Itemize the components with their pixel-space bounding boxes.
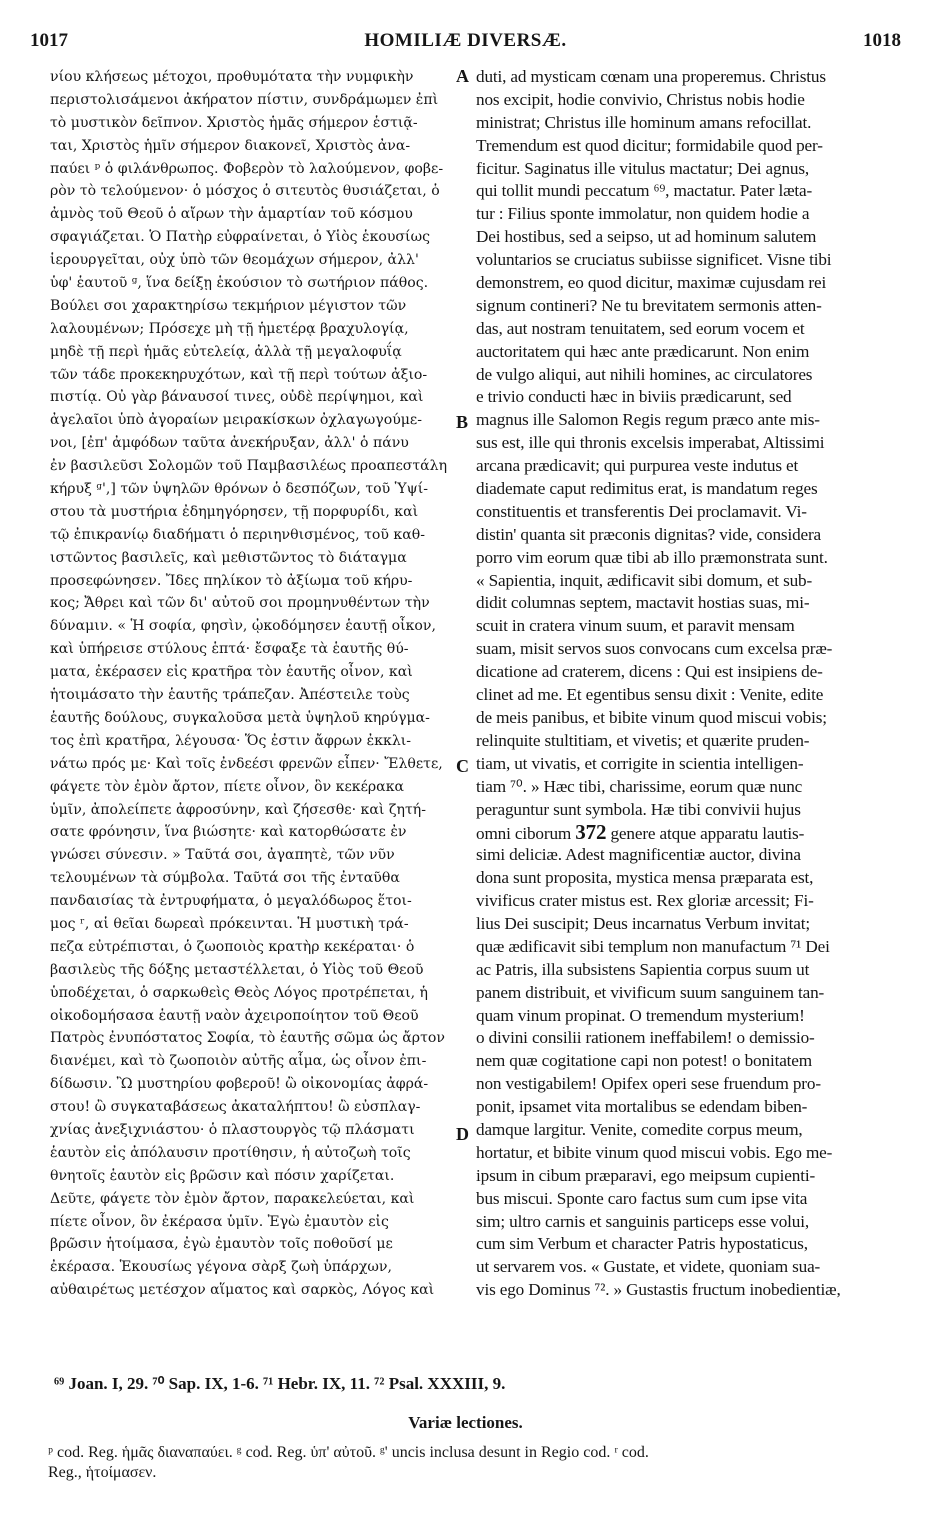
greek-line: νίου κλήσεως μέτοχοι, προθυμότατα τὴν νυμφικὴν <box>50 69 414 85</box>
greek-line: κος; Ἄθρει καὶ τῶν δι' αὐτοῦ σοι προμηνυθέντων τὴν <box>50 595 430 612</box>
latin-line: hortatur, et bibite vinum quod miscui vobis. Ego me- <box>476 1142 833 1162</box>
latin-line: arcana prædicavit; qui purpurea veste indutus et <box>476 456 799 476</box>
greek-line: τος ἐπὶ κρατῆρα, λέγουσα· Ὅς ἐστιν ἄφρων ἐκκλι- <box>50 732 412 749</box>
greek-line: πανδαισίας τὰ ἐντρυφήματα, ὁ μεγαλόδωρος ἕτοι- <box>50 893 412 910</box>
latin-line: ficitur. Saginatus ille vitulus mactatur; Dei agnus, <box>476 158 810 178</box>
latin-line: tiam ⁷⁰. » Hæc tibi, charissime, eorum quæ nunc <box>476 776 803 796</box>
greek-line: μος ʳ, αἱ θεῖαι δωρεαὶ πρόκεινται. Ἡ μυστικὴ τρά- <box>50 915 409 932</box>
latin-line: Dei hostibus, sed a seipso, ut ad hominum salutem <box>476 227 817 247</box>
greek-line: ρὸν τὸ τελούμενον· ὁ μόσχος ὁ σιτευτὸς θυσιάζεται, ὁ <box>50 183 440 200</box>
latin-line: didit columnas septem, mactavit hostias suas, mi- <box>476 593 810 613</box>
greek-line: ἱερουργεῖται, οὐχ ὑπὸ τῶν θεομάχων σήμερον, ἀλλ' <box>50 252 419 269</box>
greek-column <box>50 66 469 1302</box>
greek-line: χνίας ἀνεξιχνιάστου· ὁ πλαστουργὸς τῷ πλάσματι <box>50 1121 415 1138</box>
greek-line: ἐκέρασα. Ἑκουσίως γέγονα σὰρξ ζωὴ ὑπάρχων, <box>50 1259 392 1276</box>
latin-line: nem quæ cogitatione capi non potest! o bonitatem <box>476 1051 812 1071</box>
latin-line: simi deliciæ. Adest magnificentiæ auctor, divina <box>476 845 801 865</box>
greek-line: ἑαυτὸν εἰς ἀπόλαυσιν προτίθησιν, ἡ αὐτοζωὴ τοῖς <box>50 1144 411 1161</box>
latin-line: demonstrem, eo quod dicitur, maximæ cujusdam rei <box>476 273 827 293</box>
greek-line: ματα, ἐκέρασεν εἰς κρατῆρα τὸν ἑαυτῆς οἶνον, καὶ <box>50 664 413 681</box>
greek-line: ὑποδέχεται, ὁ σαρκωθεὶς Θεὸς Λόγος προτρέπεται, ἡ <box>50 984 429 1001</box>
latin-line: quam vinum propinat. O tremendum mysterium! <box>476 1005 805 1025</box>
latin-line: magnus ille Salomon Regis regum præco ante mis- <box>476 410 820 430</box>
latin-line: non vestigabilem! Opifex operi sese fruendum pro- <box>476 1074 821 1094</box>
greek-line: καὶ ὑπήρεισε στύλους ἑπτά· ἔσφαξε τὰ ἑαυτῆς θύ- <box>50 641 409 658</box>
latin-line: das, aut nostram tenuitatem, sed eorum vocem et <box>476 318 805 338</box>
latin-line: distin' quanta sit præconis dignitas? vide, considera <box>476 524 822 544</box>
greek-line: ὑφ' ἑαυτοῦ ᵍ, ἵνα δείξῃ ἑκούσιον τὸ σωτήριον πάθος. <box>50 275 429 292</box>
latin-line: o divini consilii rationem ineffabilem! o demissio- <box>476 1028 815 1048</box>
latin-line-text: omni ciborum <box>476 824 572 844</box>
page-number-right: 1018 <box>863 30 901 51</box>
greek-line: θνητοῖς ἑαυτὸν εἰς βρῶσιν καὶ πόσιν χαρίζεται. <box>50 1167 395 1184</box>
latin-line: sim; ultro carnis et sanguinis particeps esse volui, <box>476 1211 810 1231</box>
greek-line: γνώσει σύνεσιν. » Ταῦτά σοι, ἀγαπητὲ, τῶν νῦν <box>50 847 395 864</box>
greek-line: ἑαυτῆς δούλους, συγκαλοῦσα μετὰ ὑψηλοῦ κηρύγμα- <box>50 709 430 726</box>
latin-line: signum contineri? Ne tu brevitatem sermonis atten- <box>476 295 822 315</box>
greek-line: προσεφώνησεν. Ἴδες πηλίκον τὸ ἀξίωμα τοῦ κήρυ- <box>50 572 413 589</box>
latin-line: damque largitur. Venite, comedite corpus meum, <box>476 1119 803 1139</box>
latin-line: peraguntur sunt symbola. Hæ tibi convivii hujus <box>476 799 801 819</box>
greek-line: ιστῶντος βασιλεῖς, καὶ μεθιστῶντος τὸ διάταγμα <box>50 549 407 566</box>
greek-line: λαλουμένων; Πρόσεχε μὴ τῇ ἡμετέρᾳ βραχυλογίᾳ, <box>50 320 409 337</box>
latin-line: cum sim Verbum et character Patris hypostaticus, <box>476 1234 808 1254</box>
greek-line: αὐθαιρέτως μετέσχον αἵματος καὶ σαρκὸς, Λόγος καὶ <box>50 1282 435 1299</box>
greek-line: ἀμνὸς τοῦ Θεοῦ ὁ αἴρων τὴν ἁμαρτίαν τοῦ κόσμου <box>50 206 413 223</box>
latin-line: bus miscui. Sponte caro factus sum cum ipse vita <box>476 1188 808 1208</box>
latin-line: ut servarem vos. « Gustate, et videte, quoniam sua- <box>476 1257 821 1277</box>
latin-line: scuit in cratera vinum suum, et paravit mensam <box>476 616 795 636</box>
greek-line: νάτω πρός με· Καὶ τοῖς ἐνδεέσι φρενῶν εἶπεν· Ἔλθετε, <box>50 755 443 772</box>
greek-line: ται, Χριστὸς ἡμῖν σήμερον διακονεῖ, Χριστὸς ἀνα- <box>50 137 411 154</box>
latin-line: ministrat; Christus ille hominum amans refocillat. <box>476 112 812 132</box>
greek-line: ἡτοιμάσατο τὴν ἑαυτῆς τράπεζαν. Ἀπέστειλε τοὺς <box>50 687 410 704</box>
page-header <box>30 30 901 60</box>
greek-line: φάγετε τὸν ἐμὸν ἄρτον, πίετε οἶνον, ὃν κεκέρακα <box>50 778 405 795</box>
variae-lectiones-title: Variæ lectiones. <box>408 1413 523 1432</box>
greek-line: πεζα εὐτρέπισται, ὁ ζωοποιὸς κρατὴρ κεκέραται· ὁ <box>50 938 415 955</box>
latin-line: de vulgo aliqui, aut nihili homines, ac circulatores <box>476 364 813 384</box>
latin-line: diademate caput redimitus erat, is mandatum reges <box>476 479 818 499</box>
greek-line: σφαγιάζεται. Ὁ Πατὴρ εὐφραίνεται, ὁ Υἱὸς ἑκουσίως <box>50 229 430 246</box>
latin-line: tiam, ut vivatis, et corrigite in scientia intelligen- <box>476 753 804 773</box>
greek-line: βασιλεὺς τῆς δόξης μεταστέλλεται, ὁ Υἱὸς τοῦ Θεοῦ <box>50 961 424 978</box>
greek-line: ἀγελαῖοι ὑπὸ ἀγοραίων μειρακίσκων ὀχλαγωγούμε- <box>50 412 422 429</box>
greek-line: διανέμει, καὶ τὸ ζωοποιὸν αὐτῆς αἷμα, ὡς οἶνον ἐπι- <box>50 1053 427 1070</box>
latin-line: quæ ædificavit sibi templum non manufactum ⁷¹ Dei <box>476 936 830 956</box>
latin-line: constituentis et transferentis Dei proclamavit. Vi- <box>476 501 807 521</box>
latin-line: clinet ad me. Et egentibus sensu dixit : Venite, edite <box>476 685 824 705</box>
latin-line: dona sunt proposita, mystica mensa præparata est, <box>476 868 814 888</box>
inline-page-number: 372 <box>575 821 607 845</box>
variae-lectiones <box>48 1443 901 1483</box>
latin-line: e trivio conducti hæc in biviis prædicarunt, sed <box>476 387 792 407</box>
latin-line: relinquite stultitiam, et vivetis; et quærite pruden- <box>476 730 810 750</box>
latin-line: tur : Filius sponte immolatur, non quidem hodie a <box>476 204 810 224</box>
greek-line: τελουμένων τὰ σύμβολα. Ταῦτά σοι τῆς ἐνταῦθα <box>50 870 400 887</box>
latin-line: vivificus crater mistus est. Rex gloriæ arcessit; Fi- <box>476 891 814 911</box>
greek-line: κήρυξ ᵍ',] τῶν ὑψηλῶν θρόνων ὁ δεσπόζων, τοῦ Ὑψί- <box>50 481 428 498</box>
latin-line: nos excipit, hodie convivio, Christus nobis hodie <box>476 89 805 109</box>
greek-line: νοι, [ἐπ' ἀμφόδων ταῦτα ἀνεκήρυξαν, ἀλλ' ὁ πάνυ <box>50 435 409 452</box>
latin-line: qui tollit mundi peccatum ⁶⁹, mactatur. Pater læta- <box>476 181 813 201</box>
greek-line: πίετε οἶνον, ὃν ἐκέρασα ὑμῖν. Ἐγὼ ἐμαυτὸν εἰς <box>50 1213 389 1230</box>
latin-line: voluntarios se cruciatus subiisse significet. Visne tibi <box>476 250 832 270</box>
latin-line: vis ego Dominus ⁷². » Gustastis fructum inobedientiæ, <box>476 1280 841 1300</box>
latin-line <box>476 821 898 844</box>
section-marker-b: B <box>456 412 469 432</box>
latin-line: ponit, ipsamet vita mortalibus se edendam biben- <box>476 1097 808 1117</box>
greek-line: πιστίᾳ. Οὐ γὰρ βάναυσοί τινες, οὐδὲ περίψημοι, καὶ <box>50 389 424 406</box>
latin-line: de meis panibus, et bibite vinum quod miscui vobis; <box>476 707 827 727</box>
greek-line: δύναμιν. « Ἡ σοφία, φησὶν, ᾠκοδόμησεν ἑαυτῇ οἶκον, <box>50 618 436 635</box>
greek-line: στου! ὢ συγκαταβάσεως ἀκαταλήπτου! ὢ εὐσπλαγ- <box>50 1099 421 1116</box>
section-marker-c: C <box>456 756 469 776</box>
latin-line: duti, ad mysticam cœnam una properemus. Christus <box>476 67 826 86</box>
greek-line: περιστολισάμενοι ἀκήρατον πίστιν, συνδράμωμεν ἐπὶ <box>50 91 439 108</box>
variae-line: ᵖ cod. Reg. ἡμᾶς διαναπαύει. ᵍ cod. Reg. ὑπ' αὐτοῦ. ᵍ' uncis inclusa desunt in Regio cod. ʳ cod. <box>48 1444 649 1461</box>
latin-line: suam, misit servos suos convocans cum excelsa præ- <box>476 639 833 659</box>
greek-line: Βούλει σοι χαρακτηρίσω τεκμήριον μέγιστον τῶν <box>50 297 407 314</box>
latin-line-text: genere atque apparatu lautis- <box>610 824 805 844</box>
greek-line: σατε φρόνησιν, ἵνα βιώσητε· καὶ κατορθώσατε ἐν <box>50 824 407 841</box>
latin-line: auctoritatem qui hæc ante prædicarunt. Non enim <box>476 341 810 361</box>
page-number-left: 1017 <box>30 30 68 51</box>
latin-line: ac Patris, illa subsistens Sapientia corpus suum ut <box>476 959 810 979</box>
greek-line: ἐν βασιλεῦσι Σολομῶν τοῦ Παμβασιλέως προαπεστάλη <box>50 458 448 475</box>
latin-line: porro vim eorum quæ tibi ab illo præmonstrata sunt. <box>476 547 828 567</box>
greek-line: ὑμῖν, ἀπολείπετε ἀφροσύνην, καὶ ζήσεσθε· καὶ ζητή- <box>50 801 426 818</box>
variae-line: Reg., ἡτοίμασεν. <box>48 1464 157 1481</box>
greek-line: παύει ᵖ ὁ φιλάνθρωπος. Φοβερὸν τὸ λαλούμενον, φοβε- <box>50 160 444 177</box>
latin-line: Tremendum est quod dicitur; formidabile quod per- <box>476 135 823 155</box>
greek-line: στου τὰ μυστήρια ἐδημηγόρησεν, τῇ πορφυρίδι, καὶ <box>50 503 419 520</box>
latin-line: lius Dei suscipit; Deus incarnatus Verbum invitat; <box>476 913 810 933</box>
greek-line: Πατρὸς ἐνυπόστατος Σοφία, τὸ ἑαυτῆς σῶμα ὡς ἄρτον <box>50 1030 445 1047</box>
latin-line: ipsum in cibum præparavi, ego meipsum cupienti- <box>476 1165 816 1185</box>
greek-line: μηδὲ τῇ περὶ ἡμᾶς εὐτελείᾳ, ἀλλὰ τῇ μεγαλοφυΐᾳ <box>50 343 402 360</box>
greek-line: τῶν τάδε προκεκηρυχότων, καὶ τῇ περὶ τούτων ἀξιο- <box>50 366 428 383</box>
greek-line: οἰκοδομήσασα ἑαυτῇ ναὸν ἀχειροποίητον τοῦ Θεοῦ <box>50 1007 419 1024</box>
greek-line: δίδωσιν. Ὢ μυστηρίου φοβεροῦ! ὢ οἰκονομίας ἀφρά- <box>50 1076 429 1093</box>
latin-line: sus est, ille qui thronis excelsis imperabat, Altissimi <box>476 433 825 453</box>
section-marker-d: D <box>456 1124 469 1144</box>
greek-line: Δεῦτε, φάγετε τὸν ἐμὸν ἄρτον, παρακελεύεται, καὶ <box>50 1190 415 1207</box>
latin-line: « Sapientia, inquit, ædificavit sibi domum, et sub- <box>476 570 813 590</box>
greek-line: τῷ ἐπικρανίῳ διαδήματι ὁ περιηνθισμένος, τοῦ καθ- <box>50 526 425 543</box>
greek-line: βρῶσιν ἡτοίμασα, ἐγὼ ἐμαυτὸν τοῖς ποθοῦσί με <box>50 1236 393 1253</box>
greek-line: τὸ μυστικὸν δεῖπνον. Χριστὸς ἡμᾶς σήμερον ἑστιᾷ- <box>50 114 418 131</box>
footnotes: ⁶⁹ Joan. I, 29. ⁷⁰ Sap. IX, 1-6. ⁷¹ Hebr. IX, 11. ⁷² Psal. XXXIII, 9. <box>54 1374 506 1393</box>
running-title: HOMILIÆ DIVERSÆ. <box>364 30 567 51</box>
latin-column <box>476 66 898 1302</box>
latin-line: panem distribuit, et vivificum suum sanguinem tan- <box>476 982 825 1002</box>
section-marker-a: A <box>456 66 469 86</box>
latin-line: dicatione ad craterem, dicens : Qui est insipiens de- <box>476 662 823 682</box>
